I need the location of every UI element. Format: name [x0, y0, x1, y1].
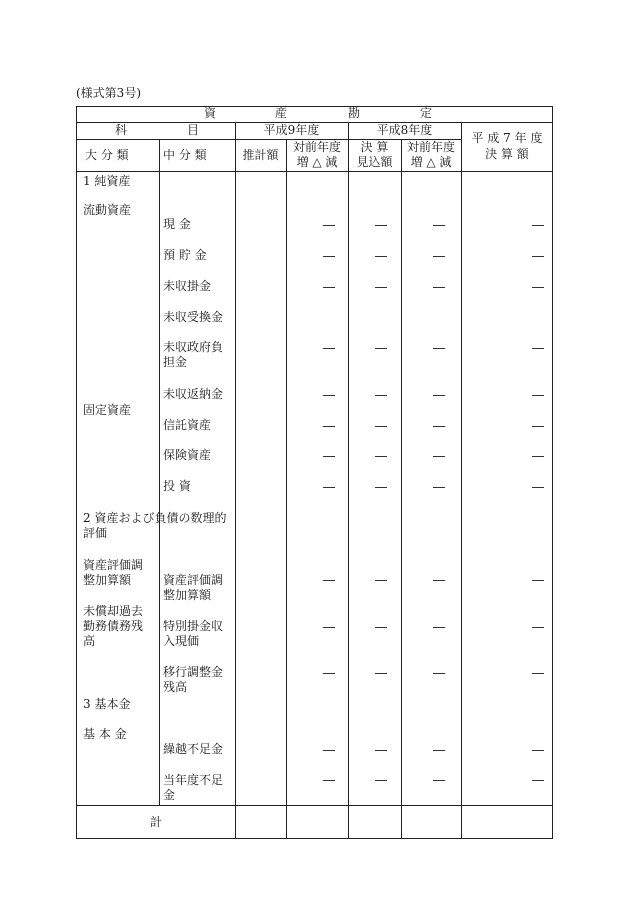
- dash-mark: [433, 395, 445, 396]
- dash-mark: [433, 780, 445, 781]
- dash-mark: [375, 487, 387, 488]
- title-char: 資: [204, 106, 217, 120]
- dash-mark: [433, 287, 445, 288]
- dash-mark: [323, 750, 335, 751]
- header-h9-taizen: 対前年度: [292, 140, 341, 154]
- dash-mark: [433, 225, 445, 226]
- minor-genkin: 現 金: [163, 217, 191, 231]
- minor-toshi: 投 資: [163, 479, 191, 493]
- dash-mark: [323, 456, 335, 457]
- dash-mark: [375, 627, 387, 628]
- header-daibunrui: 大 分 類: [85, 148, 129, 162]
- header-h9: 平成9年度: [263, 123, 320, 137]
- minor-mishuhenno: 未収返納金: [163, 387, 224, 401]
- minor-yochokin: 預 貯 金: [163, 248, 207, 262]
- form-number: (様式第3号): [76, 86, 141, 100]
- dash-mark: [323, 225, 335, 226]
- dash-mark: [323, 673, 335, 674]
- header-h7-bottom: 決 算 額: [485, 147, 529, 161]
- section-1: 1 純資産: [83, 174, 131, 188]
- dash-mark: [433, 256, 445, 257]
- total-label: 計: [149, 815, 162, 829]
- asset-account-table: [76, 106, 553, 839]
- dash-mark: [323, 287, 335, 288]
- dash-mark: [532, 627, 544, 628]
- title-char: 定: [420, 106, 433, 120]
- minor-kuriko: 繰越不足金: [163, 742, 224, 756]
- major-kihonkin: 基 本 金: [83, 727, 127, 741]
- dash-mark: [433, 456, 445, 457]
- minor-hoken: 保険資産: [163, 448, 212, 462]
- dash-mark: [323, 395, 335, 396]
- title-char: 勘: [348, 106, 361, 120]
- dash-mark: [433, 627, 445, 628]
- dash-mark: [532, 256, 544, 257]
- major-ryudo: 流動資産: [83, 203, 132, 217]
- header-chubunrui: 中 分 類: [163, 148, 207, 162]
- dash-mark: [532, 395, 544, 396]
- dash-mark: [323, 487, 335, 488]
- minor-mishukake: 未収掛金: [163, 279, 212, 293]
- header-kessan: 決 算: [360, 140, 389, 154]
- title-char: 産: [275, 106, 288, 120]
- minor-shintaku: 信託資産: [163, 418, 212, 432]
- dash-mark: [532, 426, 544, 427]
- dash-mark: [532, 487, 544, 488]
- dash-mark: [323, 580, 335, 581]
- dash-mark: [433, 426, 445, 427]
- minor-tonendo: 当年度不足金: [163, 773, 224, 802]
- header-suikei: 推計額: [242, 148, 279, 162]
- dash-mark: [323, 780, 335, 781]
- header-kamoku-moku: 目: [187, 123, 200, 137]
- header-h7-top: 平 成 7 年 度: [471, 131, 543, 145]
- header-mikomi: 見込額: [356, 155, 393, 169]
- dash-mark: [433, 348, 445, 349]
- header-h8-zougen: 増 △ 減: [410, 155, 452, 169]
- dash-mark: [532, 348, 544, 349]
- header-h8-taizen: 対前年度: [406, 140, 455, 154]
- minor-tokubetsu: 特別掛金収入現価: [163, 619, 224, 648]
- dash-mark: [323, 426, 335, 427]
- dash-mark: [323, 256, 335, 257]
- dash-mark: [375, 395, 387, 396]
- dash-mark: [375, 225, 387, 226]
- dash-mark: [375, 780, 387, 781]
- dash-mark: [532, 780, 544, 781]
- dash-mark: [323, 627, 335, 628]
- dash-mark: [532, 673, 544, 674]
- major-kotei: 固定資産: [83, 403, 132, 417]
- dash-mark: [375, 580, 387, 581]
- dash-mark: [532, 225, 544, 226]
- dash-mark: [532, 750, 544, 751]
- dash-mark: [433, 673, 445, 674]
- header-kamoku-ka: 科: [115, 123, 128, 137]
- dash-mark: [532, 580, 544, 581]
- dash-mark: [375, 256, 387, 257]
- minor-mishujukan: 未収受換金: [163, 310, 224, 324]
- dash-mark: [323, 348, 335, 349]
- header-h9-zougen: 増 △ 減: [296, 155, 338, 169]
- dash-mark: [375, 348, 387, 349]
- major-mishokyaku: 未償却過去勤務債務残高: [83, 604, 144, 648]
- dash-mark: [375, 287, 387, 288]
- dash-mark: [532, 287, 544, 288]
- dash-mark: [433, 750, 445, 751]
- section-3: 3 基本金: [83, 697, 131, 711]
- dash-mark: [375, 426, 387, 427]
- dash-mark: [375, 456, 387, 457]
- minor-hyoka: 資産評価調整加算額: [163, 573, 224, 602]
- dash-mark: [375, 750, 387, 751]
- dash-mark: [433, 487, 445, 488]
- major-hyoka: 資産評価調整加算額: [83, 558, 144, 587]
- section-2: 2 資産および負債の数理的評価: [83, 511, 227, 540]
- dash-mark: [375, 673, 387, 674]
- dash-mark: [532, 456, 544, 457]
- minor-mishuseifu: 未収政府負担金: [163, 340, 224, 369]
- header-h8: 平成8年度: [376, 123, 433, 137]
- minor-ikou: 移行調整金残高: [163, 665, 224, 694]
- dash-mark: [433, 580, 445, 581]
